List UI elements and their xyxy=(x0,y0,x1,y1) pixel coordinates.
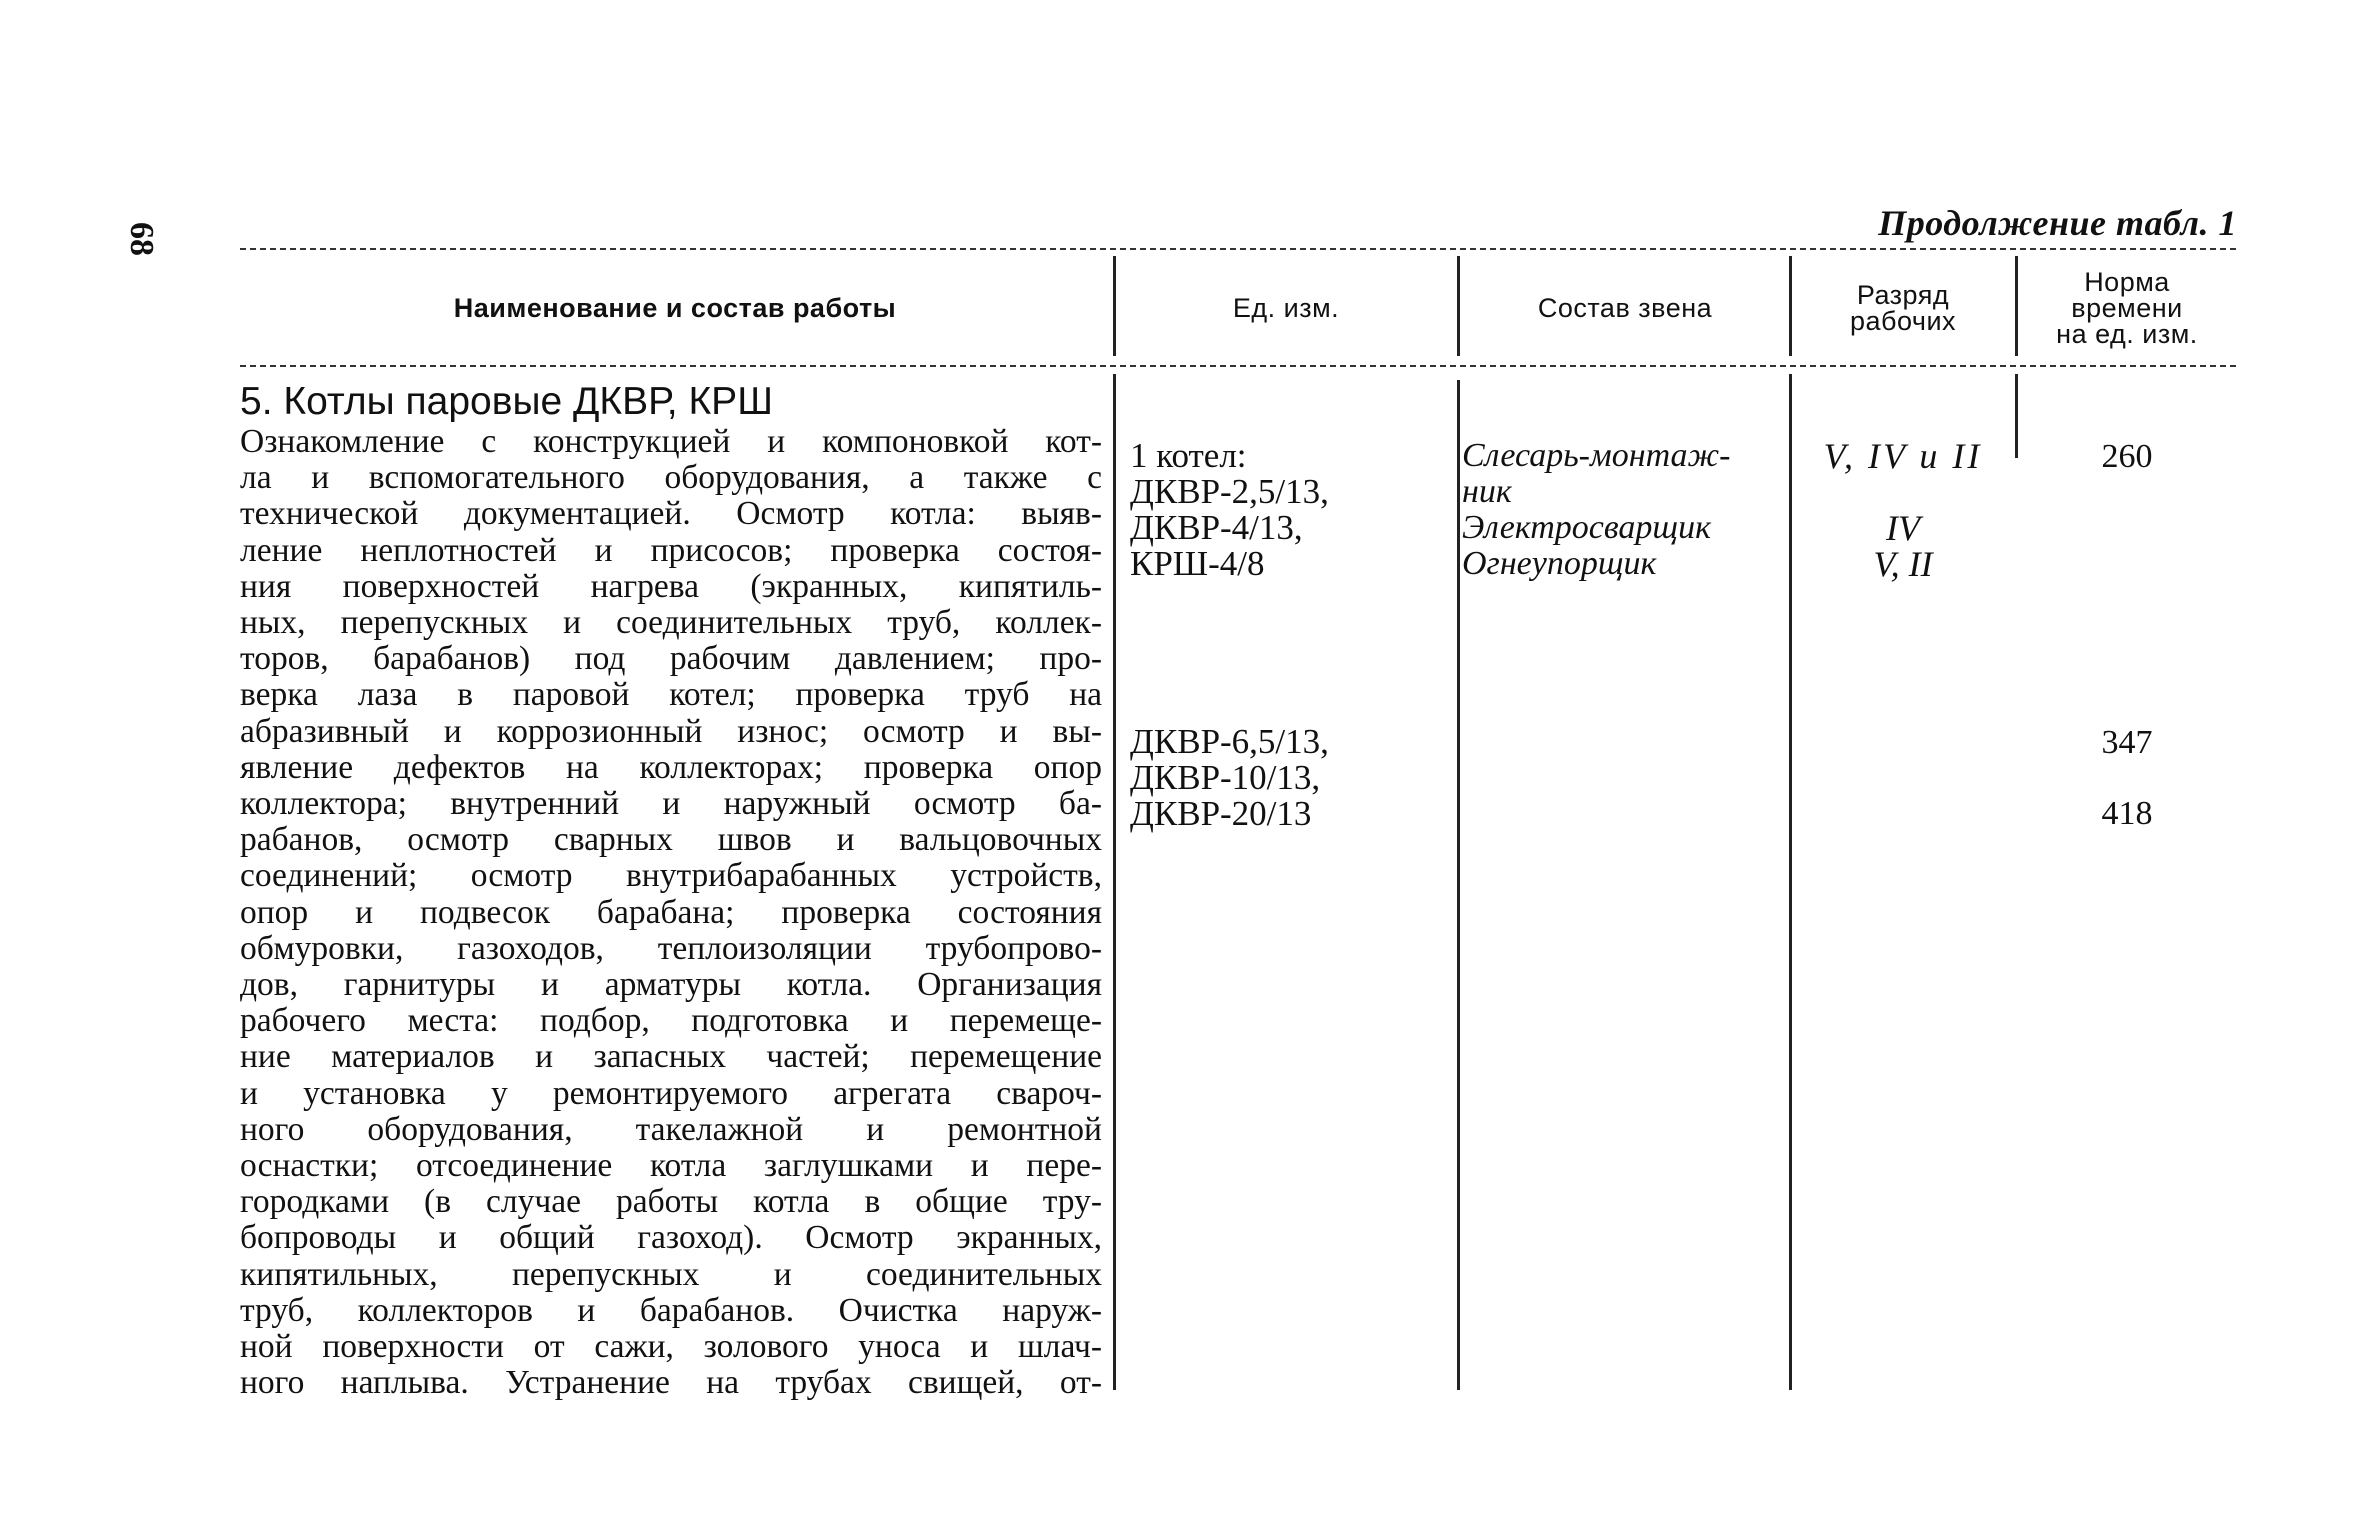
work-text-line: ния поверхностей нагрева (экранных, кипятиль- xyxy=(240,567,1102,605)
header-rank xyxy=(1792,254,2014,362)
work-text-line: ных, перепускных и соединительных труб, коллек- xyxy=(240,604,1102,642)
header-rank-line: рабочих xyxy=(1849,306,1957,336)
work-text-line: и установка у ремонтируемого агрегата свароч- xyxy=(240,1074,1102,1112)
unit-line: ДКВР-6,5/13, xyxy=(1130,722,1329,761)
rank-line xyxy=(1792,474,2014,510)
crew-line: ник xyxy=(1462,473,1512,510)
work-text-line: дов, гарнитуры и арматуры котла. Организация xyxy=(240,966,1102,1004)
work-description xyxy=(240,424,1102,1401)
time-norm: 260 xyxy=(2101,438,2153,475)
page-number: 68 xyxy=(123,222,160,256)
work-text-line: труб, коллекторов и барабанов. Очистка наруж- xyxy=(240,1291,1102,1329)
crew-composition xyxy=(1462,438,1730,582)
unit-line: ДКВР-4/13, xyxy=(1130,508,1303,547)
work-text-line: верка лаза в паровой котел; проверка труб на xyxy=(240,676,1102,714)
unit-group-2 xyxy=(1130,724,1329,832)
work-text-line: абразивный и коррозионный износ; осмотр и вы- xyxy=(240,712,1102,750)
work-text-line: ла и вспомогательного оборудования, а также с xyxy=(240,459,1102,497)
work-text-line: рабочего места: подбор, подготовка и перемеще- xyxy=(240,1002,1102,1040)
unit-line: ДКВР-2,5/13, xyxy=(1130,472,1329,511)
table-top-rule xyxy=(240,248,2236,250)
unit-line: ДКВР-20/13 xyxy=(1130,794,1312,833)
work-text-line: оснастки; отсоединение котла заглушками и пере- xyxy=(240,1147,1102,1185)
crew-line: Слесарь-монтаж- xyxy=(1462,437,1731,474)
work-text-line: обмуровки, газоходов, теплоизоляции трубопрово- xyxy=(240,929,1102,967)
work-text-line: коллектора; внутренний и наружный осмотр ба- xyxy=(240,785,1102,823)
work-text-line: ние материалов и запасных частей; перемещение xyxy=(240,1038,1102,1076)
column-divider xyxy=(1457,380,1460,1390)
header-work-name: Наименование и состав работы xyxy=(453,293,897,323)
unit-line: КРШ-4/8 xyxy=(1130,544,1265,583)
work-text-line: Ознакомление с конструкцией и компоновкой кот- xyxy=(240,423,1102,460)
crew-line: Электросварщик xyxy=(1462,509,1711,546)
header-unit: Ед. изм. xyxy=(1232,293,1340,323)
work-text-line: опор и подвесок барабана; проверка состояния xyxy=(240,893,1102,931)
worker-ranks xyxy=(1792,438,2014,582)
work-text-line: ной поверхности от сажи, золового уноса и шлач- xyxy=(240,1328,1102,1366)
crew-line: Огнеупорщик xyxy=(1462,545,1657,582)
section-title: 5. Котлы паровые ДКВР, КРШ xyxy=(240,380,773,423)
column-divider xyxy=(1113,374,1116,1390)
work-text-line: ление неплотностей и присосов; проверка состоя- xyxy=(240,531,1102,569)
header-norm-line: Норма xyxy=(2084,267,2170,297)
work-text-line: явление дефектов на коллекторах; проверка опор xyxy=(240,748,1102,786)
rank-line: V, IV и II xyxy=(1823,436,1983,476)
header-norm-line: времени xyxy=(2071,293,2183,323)
work-text-line: ного наплыва. Устранение на трубах свищей, от- xyxy=(240,1364,1102,1402)
work-text-line: торов, барабанов) под рабочим давлением; про- xyxy=(240,640,1102,678)
table-caption: Продолжение табл. 1 xyxy=(1878,203,2237,243)
rank-line: IV xyxy=(1886,508,1920,548)
header-bottom-rule xyxy=(240,365,2236,367)
time-norm: 418 xyxy=(2101,795,2153,832)
work-text-line: рабанов, осмотр сварных швов и вальцовочных xyxy=(240,821,1102,859)
header-crew: Состав звена xyxy=(1537,293,1713,323)
unit-line: ДКВР-10/13, xyxy=(1130,758,1321,797)
work-text-line: технической документацией. Осмотр котла: выяв- xyxy=(240,495,1102,533)
header-norm-line: на ед. изм. xyxy=(2056,319,2198,349)
work-text-line: бопроводы и общий газоход). Осмотр экранных, xyxy=(240,1219,1102,1257)
work-text-line: городками (в случае работы котла в общие тру- xyxy=(240,1183,1102,1221)
rank-line: V, II xyxy=(1873,544,1933,584)
header-rank-line: Разряд xyxy=(1856,280,1950,310)
work-text-line: ного оборудования, такелажной и ремонтной xyxy=(240,1110,1102,1148)
unit-group-1 xyxy=(1130,438,1329,582)
work-text-line: соединений; осмотр внутрибарабанных устройств, xyxy=(240,857,1102,895)
work-text-line: кипятильных, перепускных и соединительных xyxy=(240,1255,1102,1293)
time-norm: 347 xyxy=(2101,724,2153,761)
header-norm xyxy=(2018,254,2236,362)
unit-line: 1 котел: xyxy=(1130,436,1247,475)
